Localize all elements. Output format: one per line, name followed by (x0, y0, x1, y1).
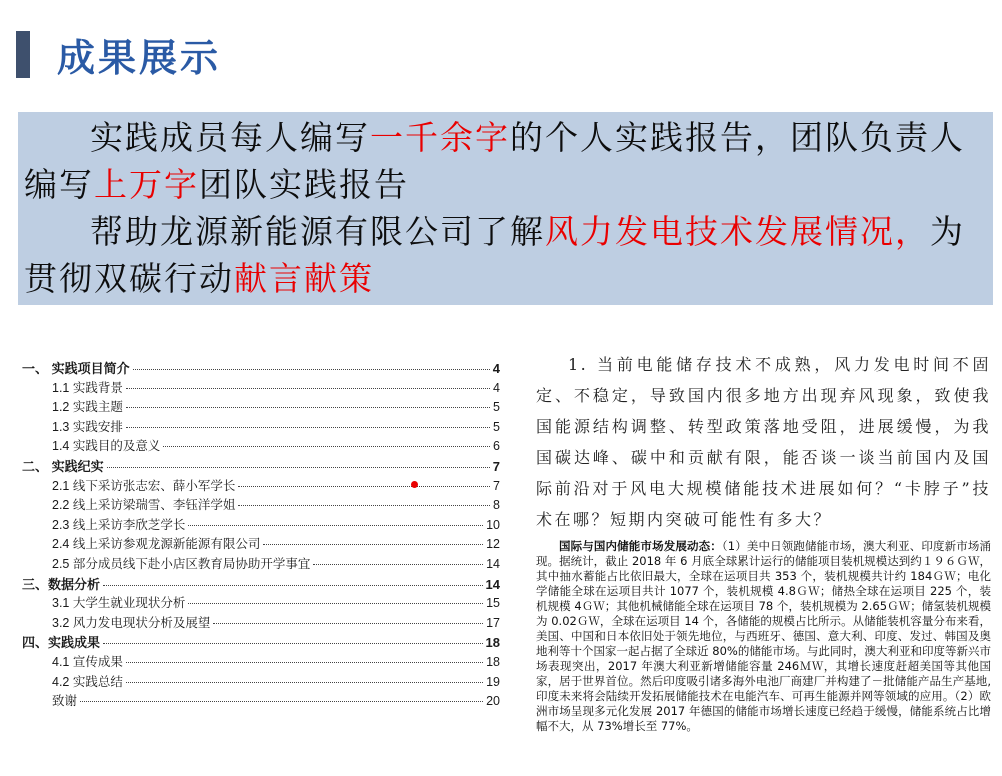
toc-entry-label: 3.2 风力发电现状分析及展望 (52, 615, 211, 630)
toc-row (22, 554, 500, 574)
toc-page-number: 4 (493, 380, 500, 395)
slide-header (16, 27, 221, 82)
toc-entry-label: 3.1 大学生就业现状分析 (52, 596, 186, 611)
toc-leader-dots (80, 701, 483, 702)
highlight-paragraph-2 (24, 208, 985, 302)
toc-leader-dots (103, 585, 483, 586)
toc-page-number: 18 (486, 654, 500, 669)
toc-entry-label: 2.2 线上采访梁瑞雪、李钰洋学姐 (52, 498, 236, 513)
highlight-black-text: 帮助龙源新能源有限公司了解 (90, 212, 545, 251)
toc-leader-dots (126, 407, 490, 408)
toc-entry-label: 二、 实践纪实 (22, 458, 104, 474)
article-body-text: （1）美中日领跑储能市场，澳大利亚、印度新市场涌现。据统计，截止 2018 年 6 月底全球累计运行的储能项目装机规模达到约１９６ＧＷ，其中抽水蓄能占比依旧最大，全球在运项目共 353 个，装机规模共计约 184ＧＷ；电化学储能全球在运项目共计 1077 个，装机规模 4.8ＧＷ；储热全球在运项目 225 个，装机规模 4ＧＷ；其他机械储能全球在运项目 78 个，装机规模为 2.65ＧＷ；储氢装机规模为 0.02ＧＷ，全球在运项目 14 个，各储能的规模占比所示。从储能装机容量分布来看，美国、中国和日本依旧处于领先地位，与西班牙、德国、意大利、印度、发过、韩国及奥地利等十个国家一起占据了全球近 80%的储能市场。与此同时，澳大利亚和印度等新兴市场表现突出，2017 年澳大利亚新增储能容量 246ＭＷ，其增长速度赶超美国等其他国家，居于世界首位。然后印度吸引诸多海外电池厂商建厂并构建了－批储能产品生产基地,印度未来将会陆续开发拓展储能技术在电能汽车、可再生能源并网等领域的应用。（2）欧洲市场呈现多元化发展 2017 年德国的储能市场增长速度已经趋于缓慢，储能系统占比增幅不大，从 73%增长至 77%。 (536, 539, 991, 733)
toc-page-number: 6 (493, 439, 500, 454)
toc-row (22, 672, 500, 692)
highlight-paragraph-1 (24, 114, 985, 208)
toc-entry-label: 1.2 实践主题 (52, 400, 123, 415)
toc-entry-label: 2.5 部分成员线下赴小店区教育局协助开学事宜 (52, 556, 311, 571)
highlight-black-text: 为贯彻双碳行动 (24, 212, 965, 298)
table-of-contents (22, 358, 500, 711)
toc-page-number: 15 (486, 596, 500, 611)
highlight-red-text: 风力发电技术发展情况， (545, 212, 930, 251)
toc-row (22, 456, 500, 476)
toc-entry-label: 三、数据分析 (22, 576, 101, 592)
toc-row (22, 691, 500, 711)
highlight-black-text: 的个人实践报告，团队负责人编写 (24, 118, 965, 204)
toc-leader-dots (126, 427, 490, 428)
toc-leader-dots (238, 486, 490, 487)
toc-page-number: 14 (485, 576, 500, 592)
toc-entry-label: 一、 实践项目简介 (22, 361, 130, 376)
toc-page-number: 19 (486, 674, 500, 689)
toc-leader-dots (188, 525, 483, 526)
article-body-lead: 国际与国内储能市场发展动态： (559, 539, 722, 553)
toc-row (22, 378, 500, 398)
toc-entry-label: 四、实践成果 (22, 635, 101, 651)
toc-page-number: 4 (492, 361, 500, 376)
toc-entry-label: 2.4 线上采访参观龙源新能源有限公司 (52, 537, 261, 552)
toc-entry-label: 1.1 实践背景 (52, 380, 123, 395)
toc-entry-label: 4.2 实践总结 (52, 674, 123, 689)
toc-leader-dots (213, 623, 483, 624)
page-title: 成果展示 (57, 36, 222, 80)
toc-leader-dots (238, 505, 490, 506)
toc-row (22, 613, 500, 633)
toc-entry-label: 2.1 线下采访张志宏、薛小军学长 (52, 478, 236, 493)
highlight-red-text: 献言献策 (234, 259, 374, 298)
toc-leader-dots (188, 603, 483, 604)
toc-page-number: 20 (486, 694, 500, 709)
toc-row (22, 574, 500, 594)
highlight-black-text: 团队实践报告 (199, 165, 409, 204)
toc-entry-label: 1.3 实践安排 (52, 419, 123, 434)
article-question-paragraph: 1. 当前电能储存技术不成熟，风力发电时间不固定、不稳定，导致国内很多地方出现弃风现象，致使我国能源结构调整、转型政策落地受阻，进展缓慢，为我国碳达峰、碳中和贡献有限，能否谈一谈当前国内及国际前沿对于风电大规模储能技术进展如何？“卡脖子”技术在哪？短期内突破可能性有多大？ (536, 355, 991, 529)
toc-leader-dots (126, 662, 483, 663)
toc-row (22, 515, 500, 535)
annotation-red-dot (411, 481, 418, 488)
toc-page-number: 10 (486, 517, 500, 532)
article-panel (536, 349, 991, 734)
toc-row (22, 593, 500, 613)
title-accent-bar (16, 31, 30, 78)
toc-page-number: 14 (486, 556, 500, 571)
toc-leader-dots (126, 682, 483, 683)
toc-entry-label: 致谢 (52, 694, 78, 709)
toc-leader-dots (133, 369, 490, 370)
highlight-black-text: 实践成员每人编写 (90, 118, 370, 157)
toc-page-number: 8 (493, 498, 500, 513)
toc-leader-dots (107, 467, 490, 468)
toc-leader-dots (126, 388, 490, 389)
toc-row (22, 397, 500, 417)
toc-page-number: 12 (486, 537, 500, 552)
toc-row (22, 436, 500, 456)
toc-row (22, 495, 500, 515)
toc-page-number: 17 (486, 615, 500, 630)
toc-page-number: 5 (493, 419, 500, 434)
toc-leader-dots (163, 446, 490, 447)
toc-row (22, 358, 500, 378)
toc-row (22, 534, 500, 554)
highlight-summary-block (18, 112, 993, 305)
toc-row (22, 632, 500, 652)
toc-row (22, 652, 500, 672)
toc-leader-dots (263, 544, 483, 545)
article-body-paragraph (536, 539, 991, 734)
toc-leader-dots (313, 564, 483, 565)
toc-entry-label: 4.1 宣传成果 (52, 654, 123, 669)
highlight-red-text: 上万字 (94, 165, 199, 204)
toc-page-number: 5 (493, 400, 500, 415)
highlight-red-text: 一千余字 (370, 118, 510, 157)
toc-row (22, 417, 500, 437)
toc-row (22, 476, 500, 496)
toc-page-number: 7 (493, 478, 500, 493)
toc-entry-label: 1.4 实践目的及意义 (52, 439, 161, 454)
toc-page-number: 7 (492, 458, 500, 474)
toc-page-number: 18 (485, 635, 500, 651)
toc-leader-dots (103, 643, 483, 644)
toc-entry-label: 2.3 线上采访李欣芝学长 (52, 517, 186, 532)
